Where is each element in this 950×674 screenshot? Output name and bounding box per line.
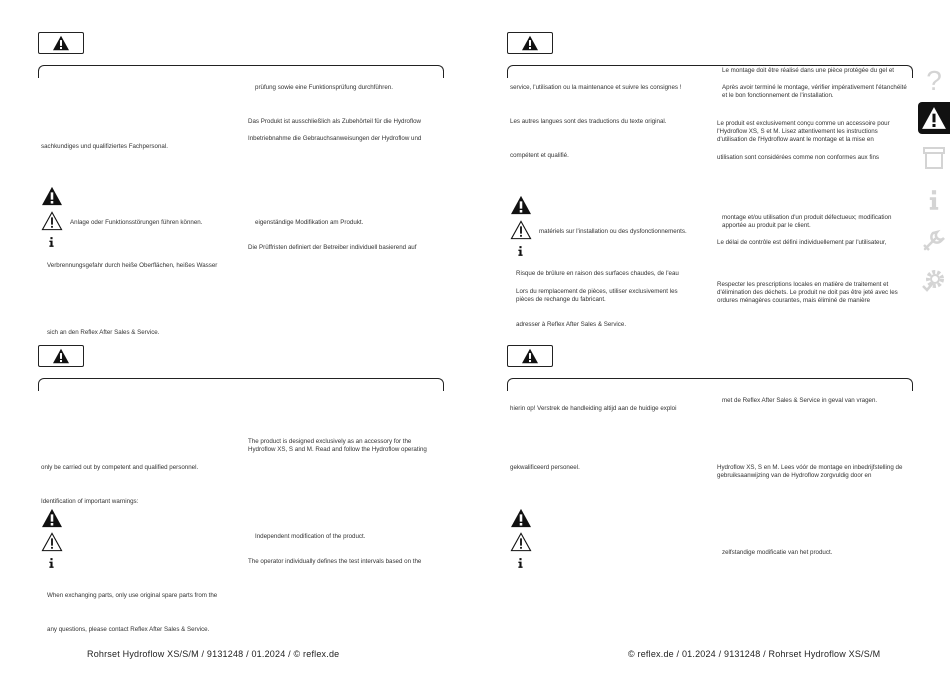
info-icon xyxy=(48,558,55,568)
page-footer-right: © reflex.de / 01.2024 / 9131248 / Rohrset Hydroflow XS/S/M xyxy=(628,649,881,659)
text-block: Respecter les prescriptions locales en matière de traitement et d'élimination des déchets. Le produit ne doit pas être jeté avec les ordures ménagères courantes, mais éliminé de manière xyxy=(717,281,898,304)
text-line: hierin op! Verstrek de handleiding altijd aan de huidige exploi xyxy=(510,405,677,412)
caution-icon xyxy=(510,532,532,552)
tab-installation[interactable] xyxy=(918,224,950,256)
text-block: Lors du remplacement de pièces, utiliser exclusivement les pièces de rechange du fabricant. xyxy=(516,288,678,303)
tab-maintenance[interactable] xyxy=(918,264,950,296)
text-line: sachkundiges und qualifiziertes Fachpersonal. xyxy=(41,143,168,150)
text-line: Das Produkt ist ausschließlich als Zubehörteil für die Hydroflow xyxy=(248,118,421,125)
text-line: The operator individually defines the test intervals based on the xyxy=(248,558,422,565)
caution-icon xyxy=(41,532,63,552)
package-icon xyxy=(921,145,947,171)
text-line: Les autres langues sont des traductions du texte original. xyxy=(510,118,667,125)
text-line: Risque de brûlure en raison des surfaces chaudes, de l'eau xyxy=(516,270,679,277)
danger-icon xyxy=(510,508,532,528)
tab-safety[interactable] xyxy=(918,102,950,134)
warning-icon xyxy=(52,348,70,364)
section-frame xyxy=(38,65,444,78)
text-line: matériels sur l'installation ou des dysfonctionnements. xyxy=(539,228,687,235)
warning-icon xyxy=(521,35,539,51)
warning-tag xyxy=(38,32,84,54)
text-line: sich an den Reflex After Sales & Service. xyxy=(47,329,160,336)
text-line: When exchanging parts, only use original spare parts from the xyxy=(47,592,218,599)
text-line: Verbrennungsgefahr durch heiße Oberflächen, heißes Wasser xyxy=(47,262,218,269)
text-block: montage et/ou utilisation d'un produit défectueux; modification apportée au produit par le client. xyxy=(722,214,892,229)
text-line: Inbetriebnahme die Gebrauchsanweisungen der Hydroflow und xyxy=(248,135,422,142)
text-line: Le délai de contrôle est défini individuellement par l'utilisateur, xyxy=(717,239,887,246)
warning-tag xyxy=(507,32,553,54)
tab-info[interactable] xyxy=(918,184,950,216)
text-line: utilisation sont considérées comme non conformes aux fins xyxy=(717,154,879,161)
warning-icon xyxy=(921,106,947,130)
text-line: eigenständige Modifikation am Produkt. xyxy=(255,219,364,226)
text-block: Le produit est exclusivement conçu comme un accessoire pour l'Hydroflow XS, S et M. Lisez attentivement les instructions d'utilisation de l'Hydroflow avant le montage et la mise en xyxy=(717,120,890,143)
text-line: met de Reflex After Sales & Service in geval van vragen. xyxy=(722,397,878,404)
svg-text:?: ? xyxy=(926,66,942,94)
text-line: gekwalificeerd personeel. xyxy=(510,464,580,471)
section-frame xyxy=(507,378,913,391)
danger-icon xyxy=(41,186,63,206)
text-line: zelfstandige modificatie van het product. xyxy=(722,549,833,556)
text-line: prüfung sowie eine Funktionsprüfung durchführen. xyxy=(255,84,393,91)
text-line: Identification of important warnings: xyxy=(41,498,139,505)
info-icon xyxy=(927,187,941,213)
danger-icon xyxy=(510,195,532,215)
wrench-icon xyxy=(921,227,947,253)
info-icon xyxy=(48,237,55,247)
warning-tag xyxy=(507,345,553,367)
warning-icon xyxy=(52,35,70,51)
info-icon xyxy=(517,246,524,256)
warning-icon xyxy=(521,348,539,364)
question-icon xyxy=(923,66,945,94)
text-block: The product is designed exclusively as an accessory for the Hydroflow XS, S and M. Read and follow the Hydroflow operating xyxy=(248,438,427,453)
section-frame xyxy=(38,378,444,391)
text-line: any questions, please contact Reflex After Sales & Service. xyxy=(47,626,210,633)
tab-help[interactable] xyxy=(918,64,950,96)
info-icon xyxy=(517,558,524,568)
page-footer-left: Rohrset Hydroflow XS/S/M / 9131248 / 01.2024 / © reflex.de xyxy=(87,649,340,659)
text-line: Die Prüffristen definiert der Betreiber individuell basierend auf xyxy=(248,244,417,251)
danger-icon xyxy=(41,508,63,528)
text-line: only be carried out by competent and qualified personnel. xyxy=(41,464,199,471)
text-block: Après avoir terminé le montage, vérifier impérativement l'étanchéité et le bon fonctionnement de l'installation. xyxy=(722,84,907,99)
tab-package[interactable] xyxy=(918,142,950,174)
text-line: Le montage doit être réalisé dans une pièce protégée du gel et xyxy=(722,67,894,74)
caution-icon xyxy=(510,220,532,240)
text-line: service, l'utilisation ou la maintenance et suivre les consignes ! xyxy=(510,84,682,91)
text-block: Hydroflow XS, S en M. Lees vóór de montage en inbedrijfstelling de gebruiksaanwijzing van de Hydroflow zorgvuldig door en xyxy=(717,464,903,479)
caution-icon xyxy=(41,211,63,231)
warning-tag xyxy=(38,345,84,367)
text-line: Independent modification of the product. xyxy=(255,533,366,540)
text-line: adresser à Reflex After Sales & Service. xyxy=(516,321,627,328)
text-line: compétent et qualifié. xyxy=(510,152,569,159)
text-line: Anlage oder Funktionsstörungen führen können. xyxy=(70,219,203,226)
gear-check-icon xyxy=(920,266,948,294)
